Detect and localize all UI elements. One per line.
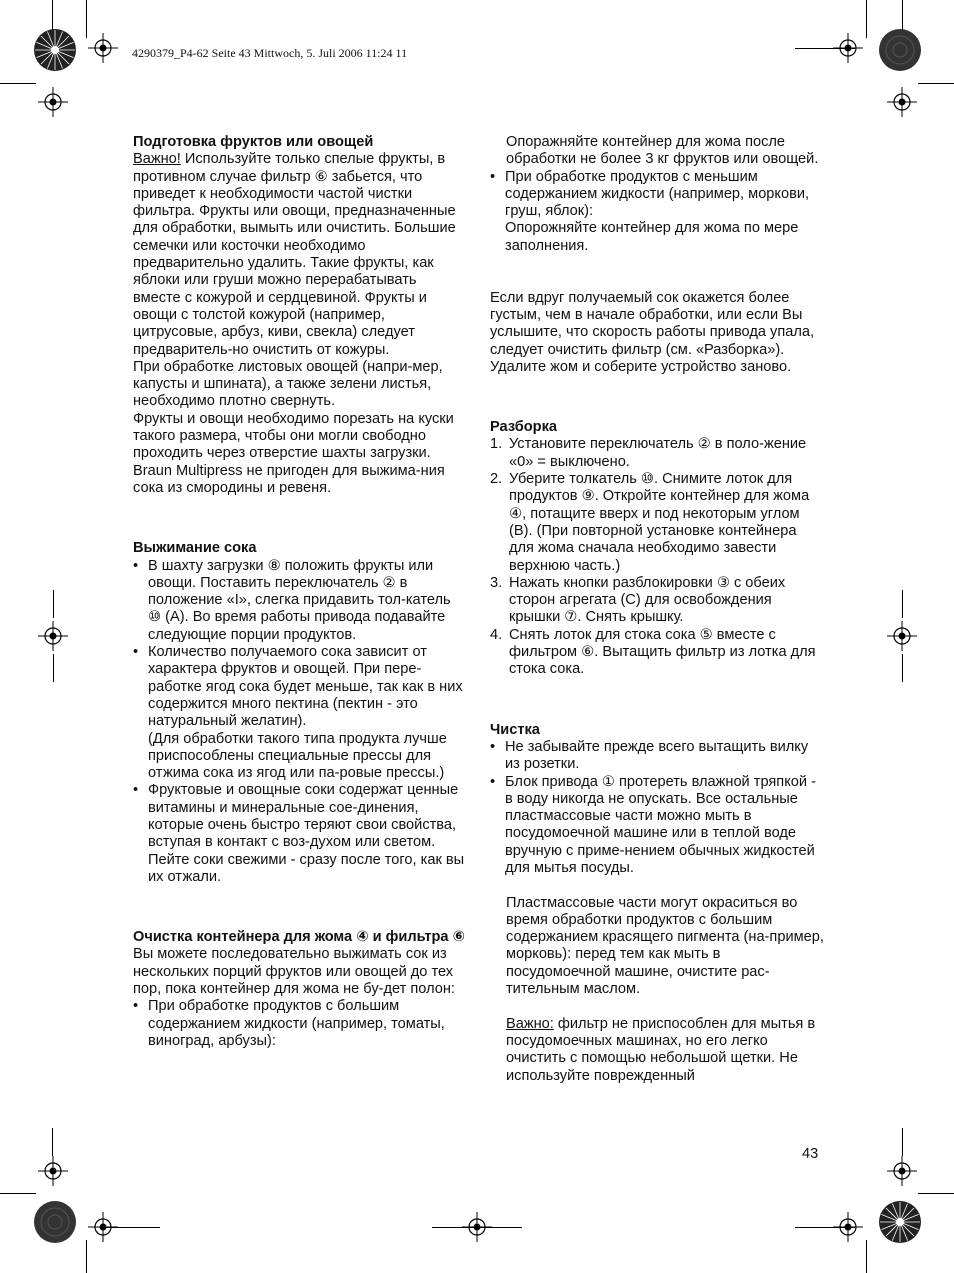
numbered-list [490,436,825,678]
section-title: Чистка [490,721,540,738]
section-title: Выжимание сока [133,540,257,557]
crosshair-icon [38,1156,68,1186]
list-item: • Количество получаемого сока зависит от характера фруктов и овощей. При пере-работке ягод сока будет меньше, так как в них содержится много пектина (пектин - это натуральный желатин). (Для обработки такого типа продукта лучше приспособлены специальные прессы для отжима сока из ягод или па-ровые прессы.) [133,644,466,782]
trim-line [53,590,54,618]
bullet-list [490,739,825,877]
trim-line [53,654,54,682]
paragraph: Braun Multipress не пригоден для выжима-ния сока из смородины и ревеня. [133,462,445,496]
section-title: Очистка контейнера для жома ④ и фильтра ⑥ [133,929,465,946]
paragraph: При обработке листовых овощей (напри-мер, капусты и шпината), а также зелени листья, необходимо плотно свернуть. [133,358,443,410]
trim-line [902,0,903,30]
trim-line [918,83,954,84]
paragraph: Важно! Используйте только спелые фрукты, в противном случае фильтр ⑥ забьется, что приведет к необходимости частой чистки фильтра. Фрукты или овощи, предназначенные для обработки, вымыть или очистить. Большие семечки или косточки необходимо предварительно удалить. Такие фрукты, как яблоки или груши можно перерабатывать вместе с кожурой и сердцевиной. Фрукты и овощи с толстой кожурой (например, цитрусовые, арбуз, киви, свекла) следует предваритель-но очистить от кожуры. [133,151,456,358]
trim-line [866,1240,867,1273]
list-item: 1. Установите переключатель ② в поло-жение «0» = выключено. [490,436,807,470]
crosshair-icon [887,621,917,651]
list-item: • В шахту загрузки ⑧ положить фрукты или овощи. Поставить переключатель ② в положение «I», слегка придавить тол-катель ⑩ (A). Во время работы привода подавайте следующие порции продуктов. [133,558,466,644]
trim-line [918,1193,954,1194]
trim-line [86,0,87,38]
trim-line [902,654,903,682]
important-label: Важно! [133,151,181,168]
print-slug: 4290379_P4-62 Seite 43 Mittwoch, 5. Juli 2006 11:24 11 [132,46,408,60]
crosshair-icon [38,621,68,651]
trim-line [100,1227,160,1228]
registration-rosette-icon [33,1200,77,1244]
paragraph: Вы можете последовательно выжимать сок из нескольких порций фруктов или овощей до тех пор, пока контейнер для жома не бу-дет полон: [133,946,455,998]
list-item: 2. Уберите толкатель ⑩. Снимите лоток для продуктов ⑨. Откройте контейнер для жома ④, потащите вверх и под некоторым углом (B). (При повторной установке контейнера для жома сначала необходимо завести верхнюю часть.) [490,471,810,574]
paragraph: Пластмассовые части могут окраситься во время обработки продуктов с большим содержанием красящего пигмента (на-пример, морковь): перед тем как мыть в посудомоечной машине, очистите рас-тительным маслом. [506,894,824,998]
trim-line [902,590,903,618]
section-title: Разборка [490,419,557,436]
crosshair-icon [887,87,917,117]
list-item: • При обработке продуктов с меньшим содержанием жидкости (например, моркови, груш, яблок): Опорожняйте контейнер для жома по мере заполнения. [490,169,825,255]
trim-line [795,1227,855,1228]
important-label: Важно: [506,1015,554,1032]
registration-rosette-icon [878,28,922,72]
trim-line [902,1128,903,1156]
trim-line [432,1227,522,1228]
trim-line [0,83,36,84]
trim-line [52,1128,53,1156]
bullet-list [490,169,825,255]
trim-line [866,0,867,38]
section-title: Подготовка фруктов или овощей [133,134,374,150]
bullet-list [133,558,466,887]
right-column [490,134,825,1085]
paragraph: Важно: фильтр не приспособлен для мытья в посудомоечных машинах, но его легко очистить с помощью небольшой щетки. Не используйте поврежденный [506,1015,816,1084]
crosshair-icon [38,87,68,117]
list-item: • Не забывайте прежде всего вытащить вилку из розетки. [490,739,825,774]
crosshair-icon [887,1156,917,1186]
trim-line [0,1193,36,1194]
paragraph: Если вдруг получаемый сок окажется более густым, чем в начале обработки, или если Вы услышите, что скорость работы привода упала, следует очистить фильтр (см. «Разборка»). Удалите жом и соберите устройство заново. [490,289,815,375]
list-item: • Фруктовые и овощные соки содержат ценные витамины и минеральные сое-динения, которые очень быстро теряют свои свойства, вступая в контакт с воз-духом или светом. Пейте соки свежими - сразу после того, как вы их отжали. [133,782,466,886]
trim-line [86,1240,87,1273]
list-item: 3. Нажать кнопки разблокировки ③ с обеих сторон агрегата (C) для освобождения крышки ⑦. Снять крышку. [490,574,786,626]
paragraph: Фрукты и овощи необходимо порезать на куски такого размера, чтобы они могли свободно проходить через отверстие шахты загрузки. [133,410,454,462]
registration-rosette-icon [33,28,77,72]
bullet-list [133,998,466,1050]
trim-line [795,48,855,49]
left-column [133,134,466,1050]
registration-rosette-icon [878,1200,922,1244]
trim-line [52,0,53,30]
list-item: 4. Снять лоток для стока сока ⑤ вместе с фильтром ⑥. Вытащить фильтр из лотка для стока сока. [490,626,816,678]
list-item: • При обработке продуктов с большим содержанием жидкости (например, томаты, виноград, арбузы): [133,998,466,1050]
list-item: • Блок привода ① протереть влажной тряпкой - в воду никогда не опускать. Все остальные пластмассовые части можно мыть в посудомоечной машине или в теплой воде вручную с приме-нением обычных жидкостей для мытья посуды. [490,774,825,878]
crosshair-icon [88,33,118,63]
page-number: 43 [802,1146,819,1162]
paragraph: Опоражняйте контейнер для жома после обработки не более 3 кг фруктов или овощей. [506,134,819,168]
